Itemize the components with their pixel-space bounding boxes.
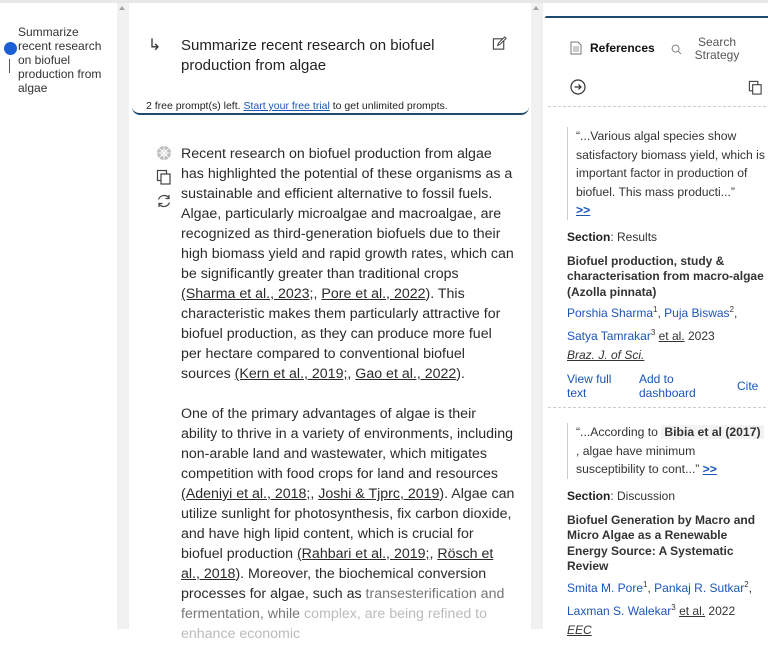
answer-actions: [156, 145, 174, 217]
scroll-up-icon[interactable]: [533, 6, 539, 10]
document-icon: [570, 41, 582, 55]
publication-year: 2022: [708, 603, 736, 618]
search-icon: [671, 44, 682, 55]
section-value: : Results: [610, 229, 658, 244]
citation-link[interactable]: (Adeniyi et al., 2018;: [181, 486, 311, 502]
tab-search-strategy-label: Search Strategy: [694, 35, 740, 62]
divider: [548, 106, 766, 107]
reference-section: [567, 487, 765, 505]
quote-text: “...According to: [576, 425, 662, 439]
quote-highlight: Bibia et al (2017): [661, 425, 763, 439]
reference-quote: [567, 127, 765, 220]
quote-text: “...Various algal species show satisfactory biomass yield, which is important factor in production of biofuel. This mass producti...”: [576, 129, 765, 199]
free-trial-link[interactable]: Start your free trial: [243, 100, 330, 112]
et-al-link[interactable]: et al.: [658, 329, 685, 343]
reference-title[interactable]: Biofuel Generation by Macro and Micro Algae as a Renewable Energy Source: A Systematic Review: [567, 512, 756, 573]
reply-arrow-icon: ↳: [148, 37, 162, 54]
citation-separator: ,: [347, 366, 356, 382]
publication-year: 2023: [687, 329, 715, 343]
author-link[interactable]: Puja Biswas: [664, 306, 730, 320]
citation-link[interactable]: (Kern et al., 2019;: [234, 366, 348, 382]
expand-quote-link[interactable]: >>: [702, 462, 717, 476]
author-affiliation: 3: [650, 328, 656, 337]
sidebar-scrollbar[interactable]: [117, 3, 129, 629]
quote-text: , algae have minimum susceptibility to cont...”: [576, 443, 703, 476]
author-affiliation: 1: [643, 579, 648, 589]
divider: [548, 407, 766, 408]
answer-text: [181, 144, 516, 664]
prompt-card: [132, 3, 529, 115]
citation-link[interactable]: Rösch et al., 2018: [181, 546, 494, 582]
citation-link[interactable]: Gao et al., 2022: [355, 366, 457, 382]
tab-search-strategy[interactable]: [671, 36, 742, 62]
ai-logo-icon: [156, 145, 172, 161]
et-al-link[interactable]: et al.: [679, 603, 706, 618]
reference-quote: [567, 423, 765, 479]
answer-text-span-faded: complex, are being refined to enhance economic: [181, 606, 488, 642]
reference-section: [567, 228, 765, 246]
author-affiliation: 1: [653, 305, 658, 314]
answer-text-span-faded: transesterification and fermentation, while: [181, 586, 505, 622]
tab-references-label: References: [590, 41, 655, 55]
journal-name[interactable]: EEC: [567, 622, 592, 637]
answer-text-span: ).: [456, 366, 465, 382]
reference-actions: [567, 372, 765, 400]
arrow-right-circle-icon[interactable]: [570, 79, 586, 95]
section-label: Section: [567, 229, 611, 244]
timeline-line: [9, 59, 10, 73]
regenerate-icon[interactable]: [156, 193, 172, 209]
copy-icon[interactable]: [156, 169, 172, 185]
journal-name[interactable]: Braz. J. of Sci.: [567, 348, 645, 362]
citation-separator: ,: [310, 486, 319, 502]
copy-icon[interactable]: [748, 80, 763, 95]
author-link[interactable]: Laxman S. Walekar: [567, 603, 672, 618]
citation-separator: ,: [429, 546, 438, 562]
reference-authors: Porshia Sharma$^1$, Puja Biswas$^2$, Satya Tamrakar$^3$ et al. 2023: [567, 305, 738, 343]
free-prompts-note: [146, 100, 448, 112]
reference-title[interactable]: Biofuel production, study & characterisation from macro-algae (Azolla pinnata): [567, 253, 764, 299]
history-sidebar: [0, 3, 117, 629]
references-panel: [543, 3, 768, 637]
citation-link[interactable]: (Sharma et al., 2023;: [181, 286, 314, 302]
active-dot-icon: [4, 42, 17, 55]
tab-references[interactable]: [570, 41, 655, 55]
author-link[interactable]: Porshia Sharma: [567, 306, 654, 320]
section-value: : Discussion: [610, 488, 676, 503]
free-prompts-suffix: to get unlimited prompts.: [329, 100, 448, 112]
answer-text-span: ). Algae can utilize sunlight for photosynthesis, fix carbon dioxide, and have high lipid content, which is crucial for biofuel production: [181, 486, 515, 562]
main-content: [129, 3, 531, 642]
answer-text-span: ). This characteristic makes them particularly attractive for biofuel production, as they can produce more fuel per hectare compared to conventional biofuel sources: [181, 286, 501, 382]
free-prompts-text: 2 free prompt(s) left.: [146, 100, 244, 112]
reference-authors: Smita M. Pore$^1$, Pankaj R. Sutkar$^2$, Laxman S. Walekar$^3$ et al. 2022: [567, 579, 752, 618]
citation-separator: ,: [313, 286, 322, 302]
author-affiliation: 2: [729, 305, 734, 314]
citation-link[interactable]: Pore et al., 2022: [321, 286, 426, 302]
scroll-up-icon[interactable]: [119, 6, 125, 10]
answer-text-span: ). Moreover, the biochemical conversion processes for algae, such as: [181, 566, 487, 602]
panel-top-border: [545, 16, 768, 18]
edit-icon[interactable]: [492, 36, 507, 51]
expand-quote-link[interactable]: >>: [576, 203, 591, 217]
section-label: Section: [567, 488, 611, 503]
prompt-title: Summarize recent research on biofuel production from algae: [181, 37, 435, 74]
history-item-label: Summarize recent research on biofuel production from algae: [18, 25, 102, 95]
author-affiliation: 3: [671, 602, 676, 612]
answer-text-span: One of the primary advantages of algae is their ability to thrive in a variety of environments, including non-arable land and wastewater, which mitigates competition with food crops for land and resources: [181, 406, 513, 482]
citation-link[interactable]: Joshi & Tjprc, 2019: [318, 486, 440, 502]
author-affiliation: 2: [744, 579, 749, 589]
add-to-dashboard-button[interactable]: Add to dashboard: [639, 372, 696, 400]
author-link[interactable]: Smita M. Pore: [567, 580, 644, 595]
answer-paragraph: [181, 144, 516, 384]
reference-card: [567, 423, 765, 639]
author-link[interactable]: Pankaj R. Sutkar: [654, 580, 745, 595]
reference-card: [567, 127, 765, 400]
citation-link[interactable]: (Rahbari et al., 2019;: [296, 546, 430, 562]
view-full-text-button[interactable]: View full text: [567, 372, 612, 400]
main-scrollbar[interactable]: [531, 3, 543, 629]
author-link[interactable]: Satya Tamrakar: [567, 329, 651, 343]
cite-button[interactable]: Cite: [737, 379, 759, 393]
answer-text-span: Recent research on biofuel production from algae has highlighted the potential of these organisms as a sustainable and efficient alternative to fossil fuels. Algae, particularly microalgae and macroalgae, are recognized as third-generation biofuels due to their high biomass yield and rapid growth rates, which can be significantly greater than traditional crops: [181, 146, 514, 282]
answer-paragraph: [181, 404, 516, 644]
